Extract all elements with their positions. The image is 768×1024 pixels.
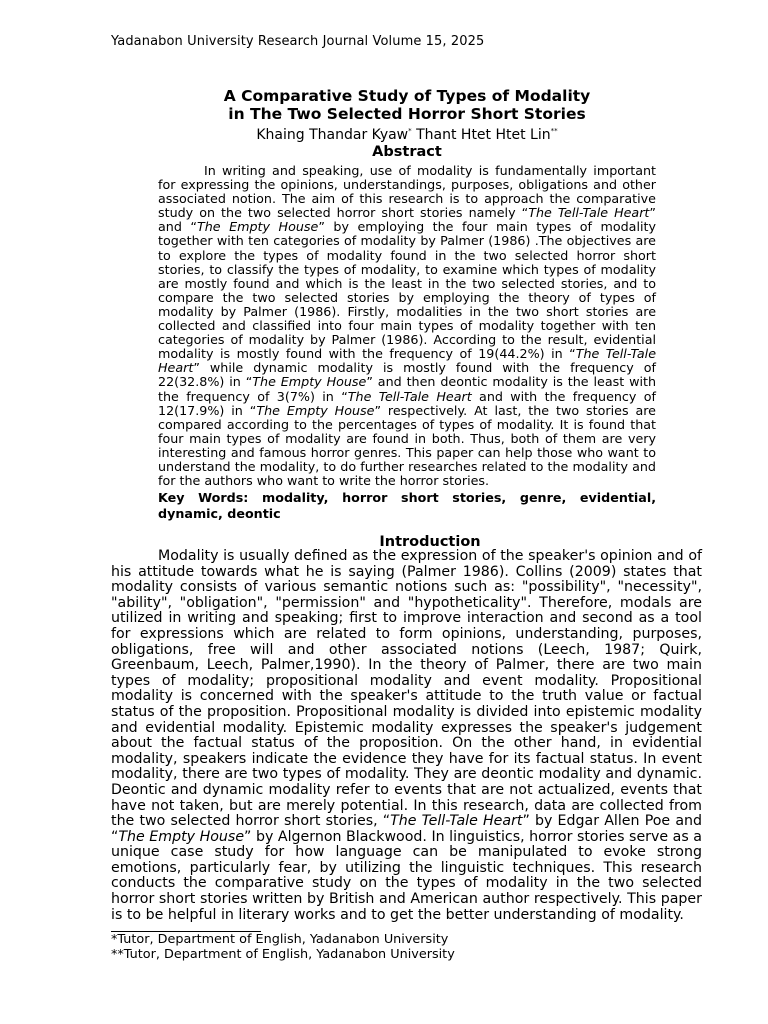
abstract-text: ” while dynamic modality is mostly found with the frequency of 22(32.8%) in “ bbox=[158, 360, 656, 390]
title-block bbox=[0, 87, 768, 161]
story-title: The Empty House bbox=[196, 219, 319, 235]
footnote-2: **Tutor, Department of English, Yadanabon University bbox=[111, 947, 455, 962]
abstract-text: ” and “ bbox=[158, 205, 656, 235]
footnotes bbox=[111, 932, 455, 962]
story-title: The Empty House bbox=[252, 374, 367, 390]
story-title: The Empty House bbox=[256, 402, 375, 418]
abstract-text: ” by employing the four main types of modality together with ten categories of modality by Palmer (1986) .The objectives are to explore the types of modality found in the two selected horror short stories, to classify the types of modality, to examine which types of modality are mostly found and which is the least in the two selected stories, and to compare the two selected stories by employing the theory of types of modality by Palmer (1986). Firstly, modalities in the two short stories are collected and classified into four main types of modality together with ten categories of modality by Palmer (1986). According to the result, evidential modality is mostly found with the frequency of 19(44.2%) in “ bbox=[158, 219, 656, 362]
intro-text: ” by Algernon Blackwood. In linguistics, horror stories serve as a unique case study for how language can be manipulated to evoke strong emotions, particularly fear, by utilizing the linguistic techniques. This research conducts the comparative study on the types of modality in the two selected horror short stories written by British and American author respectively. This paper is to be helpful in literary works and to get the better understanding of modality. bbox=[111, 828, 702, 923]
author-1: Khaing Thandar Kyaw bbox=[256, 127, 409, 143]
keywords-list: modality, horror short stories, genre, evidential, dynamic, deontic bbox=[158, 490, 657, 522]
keywords bbox=[158, 490, 656, 522]
abstract-heading: Abstract bbox=[372, 144, 442, 160]
author-2-mark: ** bbox=[550, 127, 558, 135]
story-title: The Tell-Tale Heart bbox=[347, 388, 472, 404]
abstract-text: In writing and speaking, use of modality is fundamentally important for expressing the opinions, understandings, purposes, obligations and other associated notion. The aim of this research is to approach the comparative study on the two selected horror short stories namely “ bbox=[158, 163, 656, 221]
footnote-1: *Tutor, Department of English, Yadanabon University bbox=[111, 932, 449, 947]
intro-text: Modality is usually defined as the expression of the speaker's opinion and of his attitude towards what he is saying (Palmer 1986). Collins (2009) states that modality consists of various semantic notions such as: "possibility", "necessity", "ability", "obligation", "permission" and "hypotheticality". Therefore, modals are utilized in writing and speaking; first to improve interaction and second as a tool for expressions which are related to form opinions, understanding, purposes, obligations, free will and other associated notions (Leech, 1987; Quirk, Greenbaum, Leech, Palmer,1990). In the theory of Palmer, there are two main types of modality; propositional modality and event modality. Propositional modality is concerned with the speaker's attitude to the truth value or factual status of the proposition. Propositional modality is divided into epistemic modality and evidential modality. Epistemic modality expresses the speaker's judgement about the factual status of the proposition. On the other hand, in evidential modality, speakers indicate the evidence they have for its factual status. In event modality, there are two types of modality. They are deontic modality and dynamic. Deontic and dynamic modality refer to events that are not actualized, events that have not taken, but are merely potential. In this research, data are collected from the two selected horror short stories, “ bbox=[111, 548, 702, 830]
authors bbox=[46, 123, 768, 144]
introduction-heading: Introduction bbox=[379, 534, 481, 550]
abstract bbox=[158, 164, 656, 522]
keywords-label: Key Words: bbox=[158, 490, 249, 506]
abstract-paragraph bbox=[158, 164, 656, 488]
paper-title-line-1: A Comparative Study of Types of Modality bbox=[223, 87, 591, 105]
introduction-body bbox=[111, 549, 702, 923]
author-1-mark: * bbox=[408, 127, 412, 135]
introduction-paragraph bbox=[111, 549, 702, 923]
journal-header: Yadanabon University Research Journal Volume 15, 2025 bbox=[111, 34, 485, 49]
author-2: Thant Htet Htet Lin bbox=[416, 127, 551, 143]
abstract-text: ” respectively. At last, the two stories are compared according to the percentages of types of modality. It is found that four main types of modality are found in both. Thus, both of them are very interesting and famous horror genres. This paper can help those who want to understand the modality, to do further researches related to the modality and for the authors who want to write the horror stories. bbox=[158, 402, 656, 489]
story-title: The Empty House bbox=[118, 828, 245, 845]
story-title: The Tell-Tale Heart bbox=[158, 346, 657, 376]
intro-text: ” by Edgar Allen Poe and “ bbox=[111, 813, 703, 845]
abstract-text: and with the frequency of 12(17.9%) in “ bbox=[158, 388, 657, 418]
story-title: The Tell-Tale Heart bbox=[528, 205, 650, 221]
paper-title-line-2: in The Two Selected Horror Short Stories bbox=[228, 105, 586, 123]
story-title: The Tell-Tale Heart bbox=[390, 813, 523, 830]
abstract-text: ” and then deontic modality is the least with the frequency of 3(7%) in “ bbox=[158, 374, 656, 404]
